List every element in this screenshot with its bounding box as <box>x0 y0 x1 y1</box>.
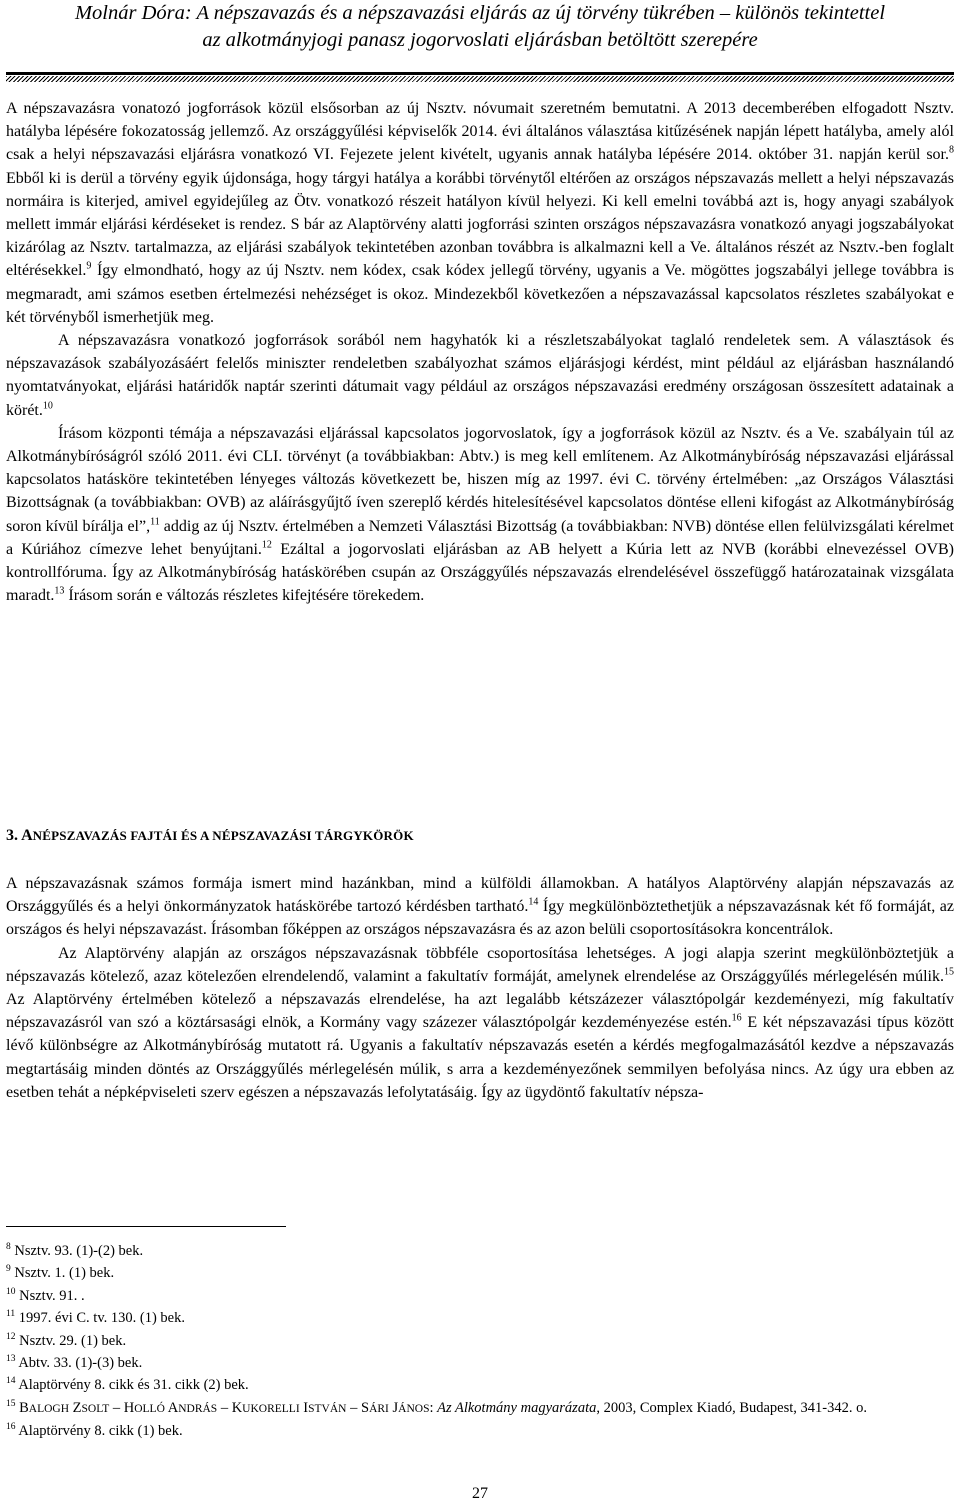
footnote-ref[interactable]: 13 <box>54 585 65 597</box>
body-text <box>6 97 954 607</box>
running-head-line-2: az alkotmányjogi panasz jogorvoslati eljárásban betöltött szerepére <box>202 29 758 51</box>
footnote-number: 10 <box>6 1286 16 1297</box>
footnote-text: 1997. évi C. tv. 130. (1) bek. <box>18 1310 185 1327</box>
footnote-text: Alaptörvény 8. cikk és 31. cikk (2) bek. <box>18 1377 249 1394</box>
footnote <box>6 1374 954 1396</box>
footnote-15: $^{15}$ BALOGH ZSOLT – HOLLÓ ANDRÁS – KUKORELLI ISTVÁN – SÁRI JÁNOS: Az Alkotmány magyarázata, 2003, Complex Kiadó, Budapest, 341-342. o. <box>6 1399 867 1416</box>
text-run: Az Alaptörvény értelmében kötelező a népszavazás elrendelése, ha azt legalább kétszázezer választópolgár kezdeményezi, míg fakultatív népszavazásról van szó a köztársasági elnök, a Kormány vagy százezer választópolgár kezdeményezése estén. <box>6 991 954 1032</box>
footnote-number: 13 <box>6 1354 16 1365</box>
footnote-text: , 2003, Complex Kiadó, Budapest, 341-342. o. <box>596 1399 867 1416</box>
paragraph <box>6 329 954 422</box>
text-run: Az Alaptörvény alapján az országos népszavazásnak többféle csoportosítása lehetséges. A jogi alapja szerint megkülönböztetjük a népszavazás kötelező, azaz kötelezően elrendelendő, valamint a fakultatív formáját, amelynek elrendelése az Országgyűlés mérlegelésén múlik. <box>6 944 954 985</box>
footnote-number: 12 <box>6 1331 16 1342</box>
footnote-separator <box>6 1226 286 1227</box>
paragraph <box>6 942 954 1104</box>
text-run: addig az új Nsztv. értelmében a Nemzeti Választási Bizottság (a továbbiakban: NVB) döntése ellen felülvizsgálati kérelmet a Kúriához címezve lehet benyújtani. <box>6 517 954 558</box>
footnote-text: Nsztv. 93. (1)-(2) bek. <box>14 1243 144 1259</box>
footnote-number: 9 <box>6 1264 11 1275</box>
text-run: Így megkülönböztethetjük a népszavazásnak két fő formáját, az országos és helyi népszavazást. Írásomban főképpen az országos népszavazásra és az azon belüli csoportosításokra koncentrálok. <box>6 898 954 939</box>
footnote <box>6 1240 954 1262</box>
header-rule <box>6 72 954 75</box>
footnote-text: Abtv. 33. (1)-(3) bek. <box>18 1355 143 1372</box>
footnotes <box>6 1240 954 1443</box>
footnote-number: 8 <box>6 1242 11 1253</box>
text-run: Írásom központi témája a népszavazási eljárással kapcsolatos jogorvoslatok, így a jogforrások közül az Nsztv. és a Ve. szabályain túl az Alkotmánybíróságról szóló 2011. évi CLI. törvényt (a továbbiakban: Abtv.) is meg kell említenem. Az Alkotmánybíróság népszavazási eljárással kapcsolatos hatásköre tekintetében lényeges változás következett be, hiszen míg az 1997. évi C. törvény értelmében: „az Országos Választási Bizottságnak (a továbbiakban: OVB) az aláírásgyűjtő íven szereplő kérdés hitelesítésével kapcsolatos döntése elleni kifogást az Alkotmánybíróság soron kívül bírálja el”, <box>6 424 954 535</box>
paragraph <box>6 422 954 608</box>
text-run: Írásom során e változás részletes kifejtésére törekedem. <box>64 587 425 605</box>
footnote-ref[interactable]: 16 <box>731 1012 742 1024</box>
author-name: SÁRI JÁNOS <box>360 1399 430 1416</box>
text-run: A népszavazásra vonatkozó jogforrások sorából nem hagyhatók ki a részletszabályokat taglaló rendeletek sem. A választások és népszavazások szabályozásáért felelős miniszter rendeletben szabályozhat számos eljárásjogi kérdést, mint például az eljárásban használandó nyomtatványokat, eljárási határidők naptár szerinti dátumait vagy például az országos népszavazási eredmény országosan összesített adatainak a körét. <box>6 332 954 419</box>
footnote <box>6 1262 954 1284</box>
footnote <box>6 1352 954 1374</box>
book-title: Az Alkotmány magyarázata <box>437 1399 597 1416</box>
footnote-text: Nsztv. 91. . <box>19 1287 85 1304</box>
footnote-number: 16 <box>6 1422 16 1433</box>
header-pattern-rule <box>6 76 954 82</box>
text-run: Ebből ki is derül a törvény egyik újdonsága, hogy tárgyi hatálya a korábbi törvénytől eltérően az országos népszavazás mellett a helyi népszavazás normáira is kiterjed, amivel egyidejűleg az Ötv. vonatkozó részeit hatályon kívül helyezi. Ki kell emelni továbbá azt is, hogy anyagi szabályok mellett immár eljárási kérdéseket is rendez. S bár az Alaptörvény alatti jogforrási szinten országos népszavazásra vonatkozó anyagi jogszabályokat kizárólag az Nsztv. tartalmazza, az eljárási szabályok tekintetében azonban továbbra is alkalmazni kell a Ve. általános részét az Nsztv.-ben foglalt eltérésekkel. <box>6 169 954 280</box>
footnote-text: Alaptörvény 8. cikk (1) bek. <box>18 1423 183 1440</box>
section-text <box>6 872 954 1104</box>
text-run: E két népszavazási típus között lévő különbségre az Alkotmánybíróság mutatott rá. Ugyanis a fakultatív népszavazás esetén a kérdés megfogalmazásától kezdve a népszavazás megtartásáig minden döntés az Országgyűlés mérlegelésén múlik, s arra a kezdeményezőnek semmilyen befolyása nincs. Az úgy ura ebben az esetben tehát a népképviseleti szerv egészen a népszavazás lefolytatásáig. Így az ügydöntő fakultatív népsza- <box>6 1014 954 1101</box>
paragraph <box>6 872 954 942</box>
section-title: NÉPSZAVAZÁS FAJTÁI ÉS A NÉPSZAVAZÁSI TÁRGYKÖRÖK <box>32 828 414 843</box>
text-run: Így elmondható, hogy az új Nsztv. nem kódex, csak kódex jellegű törvény, ugyanis a Ve. mögöttes jogszabályi jellege továbbra is megmaradt, ami számos esetben értelmezési nehézséget is okoz. Mindezekből következően a népszavazással kapcsolatos részletes szabályokat e két törvényből ismerhetjük meg. <box>6 262 954 326</box>
footnote-number: 14 <box>6 1376 16 1387</box>
text-run: A népszavazásra vonatozó jogforrások közül elsősorban az új Nsztv. nóvumait szeretném bemutatni. A 2013 decemberében elfogadott Nsztv. hatályba lépésére fokozatosság jellemző. Az országgyűlési képviselők 2014. évi általános választása kitűzésének napján lépett hatályba, amely alól csak a helyi népszavazási eljárásra vonatkozó VI. Fejezete jelent kivételt, ugyanis annak hatályba lépésére 2014. október 31. napján kerül sor. <box>6 100 954 164</box>
paragraph <box>6 97 954 329</box>
footnote <box>6 1307 954 1329</box>
footnote-text: Nsztv. 29. (1) bek. <box>19 1332 127 1349</box>
footnote-ref[interactable]: 15 <box>944 966 954 978</box>
footnote <box>6 1285 954 1307</box>
footnote-ref[interactable]: 10 <box>42 400 53 412</box>
footnote-ref[interactable]: 9 <box>86 261 92 273</box>
text-run: A népszavazásnak számos formája ismert mind hazánkban, mind a külföldi államokban. A hatályos Alaptörvény alapján népszavazás az Országgyűlés és a helyi önkormányzatok hatáskörébe tartozó kérdésben tartható. <box>6 875 954 916</box>
author-name: HOLLÓ ANDRÁS <box>123 1399 218 1416</box>
running-head-line-1: Molnár Dóra: A népszavazás és a népszavazási eljárás az új törvény tükrében – különös tekintettel <box>74 2 886 24</box>
footnote <box>6 1420 954 1442</box>
footnote-text: Nsztv. 1. (1) bek. <box>14 1265 115 1282</box>
footnote <box>6 1330 954 1352</box>
section-heading <box>6 825 954 847</box>
author-name: KUKORELLI ISTVÁN <box>231 1399 347 1416</box>
footnote-ref[interactable]: 14 <box>528 896 539 908</box>
footnote-number: 11 <box>6 1309 16 1320</box>
page-number: 27 <box>472 1485 488 1502</box>
footnote-ref[interactable]: 12 <box>261 539 272 551</box>
footnote-ref[interactable]: 11 <box>150 516 160 528</box>
author-name: BALOGH ZSOLT <box>19 1399 110 1416</box>
footnote-ref[interactable]: 8 <box>949 145 954 157</box>
section-number: 3. A <box>6 827 33 844</box>
footnote-number: 15 <box>6 1399 16 1410</box>
text-run: Ezáltal a jogorvoslati eljárásban az AB helyett a Kúria lett az NVB (korábbi elnevezéssel OVB) kontrollfóruma. Így az Alkotmánybíróság hatáskörében csupán az Országgyűlés népszavazás elrendelésével összefüggő határozatainak vizsgálata maradt. <box>6 540 955 605</box>
running-head <box>8 0 952 54</box>
